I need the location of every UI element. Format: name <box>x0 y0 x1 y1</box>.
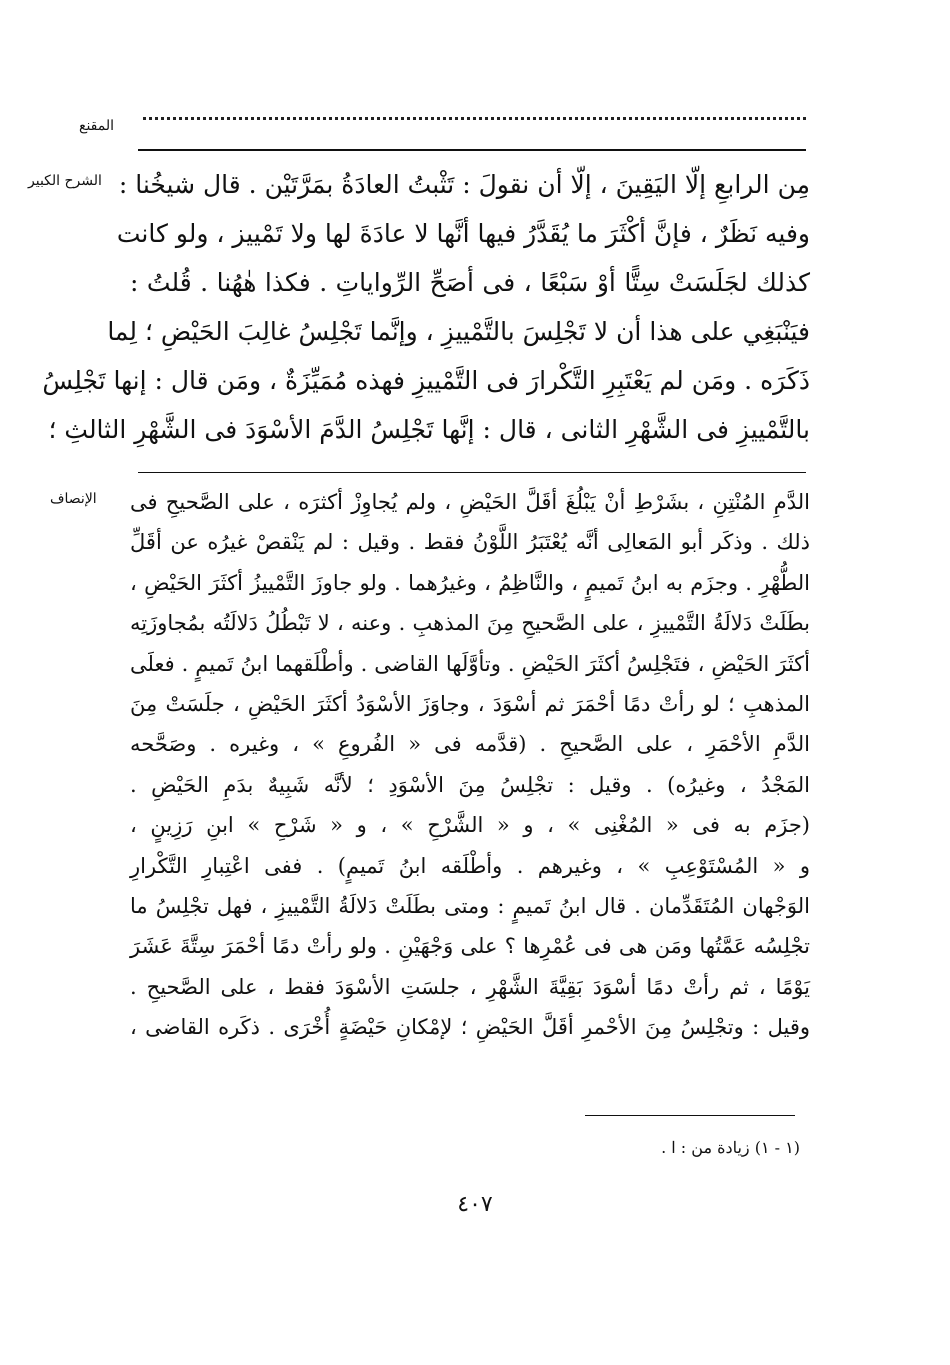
sharh-line: كذلك لجَلَسَتْ سِتًّا أوْ سَبْعًا ، فى أصَحِّ الرِّواياتِ . فكذا هٰهُنا . قُلتُ : <box>130 268 810 297</box>
insaf-line: المذهبِ ؛ لو رأتْ دمًا أحْمَرَ ثم أسْوَدَ ، وجاوَزَ الأسْوَدُ أكثَرَ الحَيْضِ ، جلَسَتْ مِنَ <box>130 691 810 716</box>
insaf-line: وقيل : وتجْلِسُ مِنَ الأحْمرِ أقَلَّ الحَيْضِ ؛ لإمْكانِ حَيْضَةٍ أُخْرَى . ذكَره القاضى ، <box>130 1015 810 1040</box>
insaf-line: المَجْدُ ، وغيرُه) . وقيل : تجْلِسُ مِنَ الأسْوَدِ ؛ لأنَّه شَبِيهٌ بدَمِ الحَيْضِ . <box>130 772 810 797</box>
margin-label-insaf: الإنصاف <box>50 491 97 507</box>
insaf-line: ذلك . وذكَر أبو المَعالِى أنَّه يُعْتَبَرُ اللَّوْنُ فقط . وقيل : لم يَنْقصْ غيرُه عن أقَلِّ <box>130 530 810 555</box>
sharh-line: ذَكَرَه . ومَن لم يَعْتَبِرِ التَّكْرارَ فى التَّمْييزِ فهذه مُمَيِّزَةٌ ، ومَن قال : إنها تَجْلِسُ <box>42 366 810 395</box>
insaf-line: (جزَم به فى « المُغْنِى » ، و « الشَّرْحِ » ، و « شَرْحِ » ابنِ رَزِينٍ ، <box>130 813 810 838</box>
insaf-line: أكثَرَ الحَيْضِ ، فتَجْلِسُ أكثَرَ الحَيْضِ . وتأوَّلَها القاضى . وأطْلَقهما ابنُ تَميمٍ . فعلَى <box>130 651 810 676</box>
insaf-line: الدَّمِ المُنْتِنِ ، بشَرْطِ أنْ يَبْلُغَ أقَلَّ الحَيْضِ ، ولم يُجاوِزْ أكثرَه ، على الصَّحيحِ فى <box>130 490 810 514</box>
dotted-divider <box>143 117 806 120</box>
page-number: ٤٠٧ <box>457 1192 493 1217</box>
insaf-line: و « المُسْتَوْعِبِ » ، وغيرهم . وأطْلَقه ابنُ تَميمٍ) . ففى اعْتِبارِ التَّكْرارِ <box>130 853 810 878</box>
section-divider <box>138 472 806 473</box>
insaf-line: يَوْمًا ، ثم رأتْ دمًا أسْوَدَ بَقِيَّةَ الشَّهْرِ ، جلسَتِ الأسْوَدَ فقط ، على الصَّحيحِ . <box>130 974 810 999</box>
insaf-line: الدَّمِ الأحْمَرِ ، على الصَّحيحِ . (قدَّمه فى « الفُروعِ » ، وغيره . وصَحَّحه <box>130 732 810 757</box>
footnote-divider <box>585 1115 795 1116</box>
margin-label-sharh: الشرح الكبير <box>28 173 102 189</box>
top-divider <box>138 149 806 151</box>
insaf-text-block <box>130 482 810 1047</box>
sharh-line: مِن الرابعِ إلّا اليَقِينَ ، إلّا أن نقولَ : تَثْبتُ العادَةُ بمَرَّتَيْن . قال شيخُنا : <box>118 170 810 199</box>
margin-label-muqni: المقنع <box>79 118 115 134</box>
sharh-line: فيَنْبَغِي على هذا أن لا تَجْلِسَ بالتَّمْييزِ ، وإنَّما تَجْلِسُ غالِبَ الحَيْضِ ؛ لِما <box>107 317 810 346</box>
insaf-line: الوَجْهان المُتَقَدِّمان . قال ابنُ تَميمٍ : ومتى بطَلَتْ دَلالَةُ التَّمْييزِ ، فهل تجْلِسُ ما <box>130 893 810 918</box>
insaf-line: بطَلَتْ دَلالَةُ التَّمْييزِ ، على الصَّحيحِ مِنَ المذهبِ . وعنه ، لا تَبْطُلُ دَلالَتُه بمُجاوزَتِه <box>130 611 810 636</box>
sharh-line: بالتَّمْييزِ فى الشَّهْرِ الثانى ، قال : إنَّها تَجْلِسُ الدَّمَ الأسْوَدَ فى الشَّهْرِ الثالثِ ؛ <box>48 415 810 444</box>
footnote: (١ - ١) زيادة من : ا . <box>661 1138 800 1157</box>
insaf-line: الطُّهْرِ . وجزَم به ابنُ تَميمٍ ، والنَّاظِمُ ، وغيرُهما . ولو جاوزَ التَّمْييزُ أكثَرَ الحَيْضِ ، <box>130 570 810 595</box>
sharh-line: وفيه نَظَرٌ ، فإنَّ أكْثَرَ ما يُقَدَّرُ فيها أنَّها لا عادَةَ لها ولا تَمْييز ، ولو كانت <box>116 219 810 248</box>
insaf-line: تجْلِسُه عَمَّتُها ومَن هى فى عُمْرِها ؟ على وَجْهَيْنِ . ولو رأتْ دمًا أحْمَرَ سِتَّةَ عَشَرَ <box>130 934 810 959</box>
